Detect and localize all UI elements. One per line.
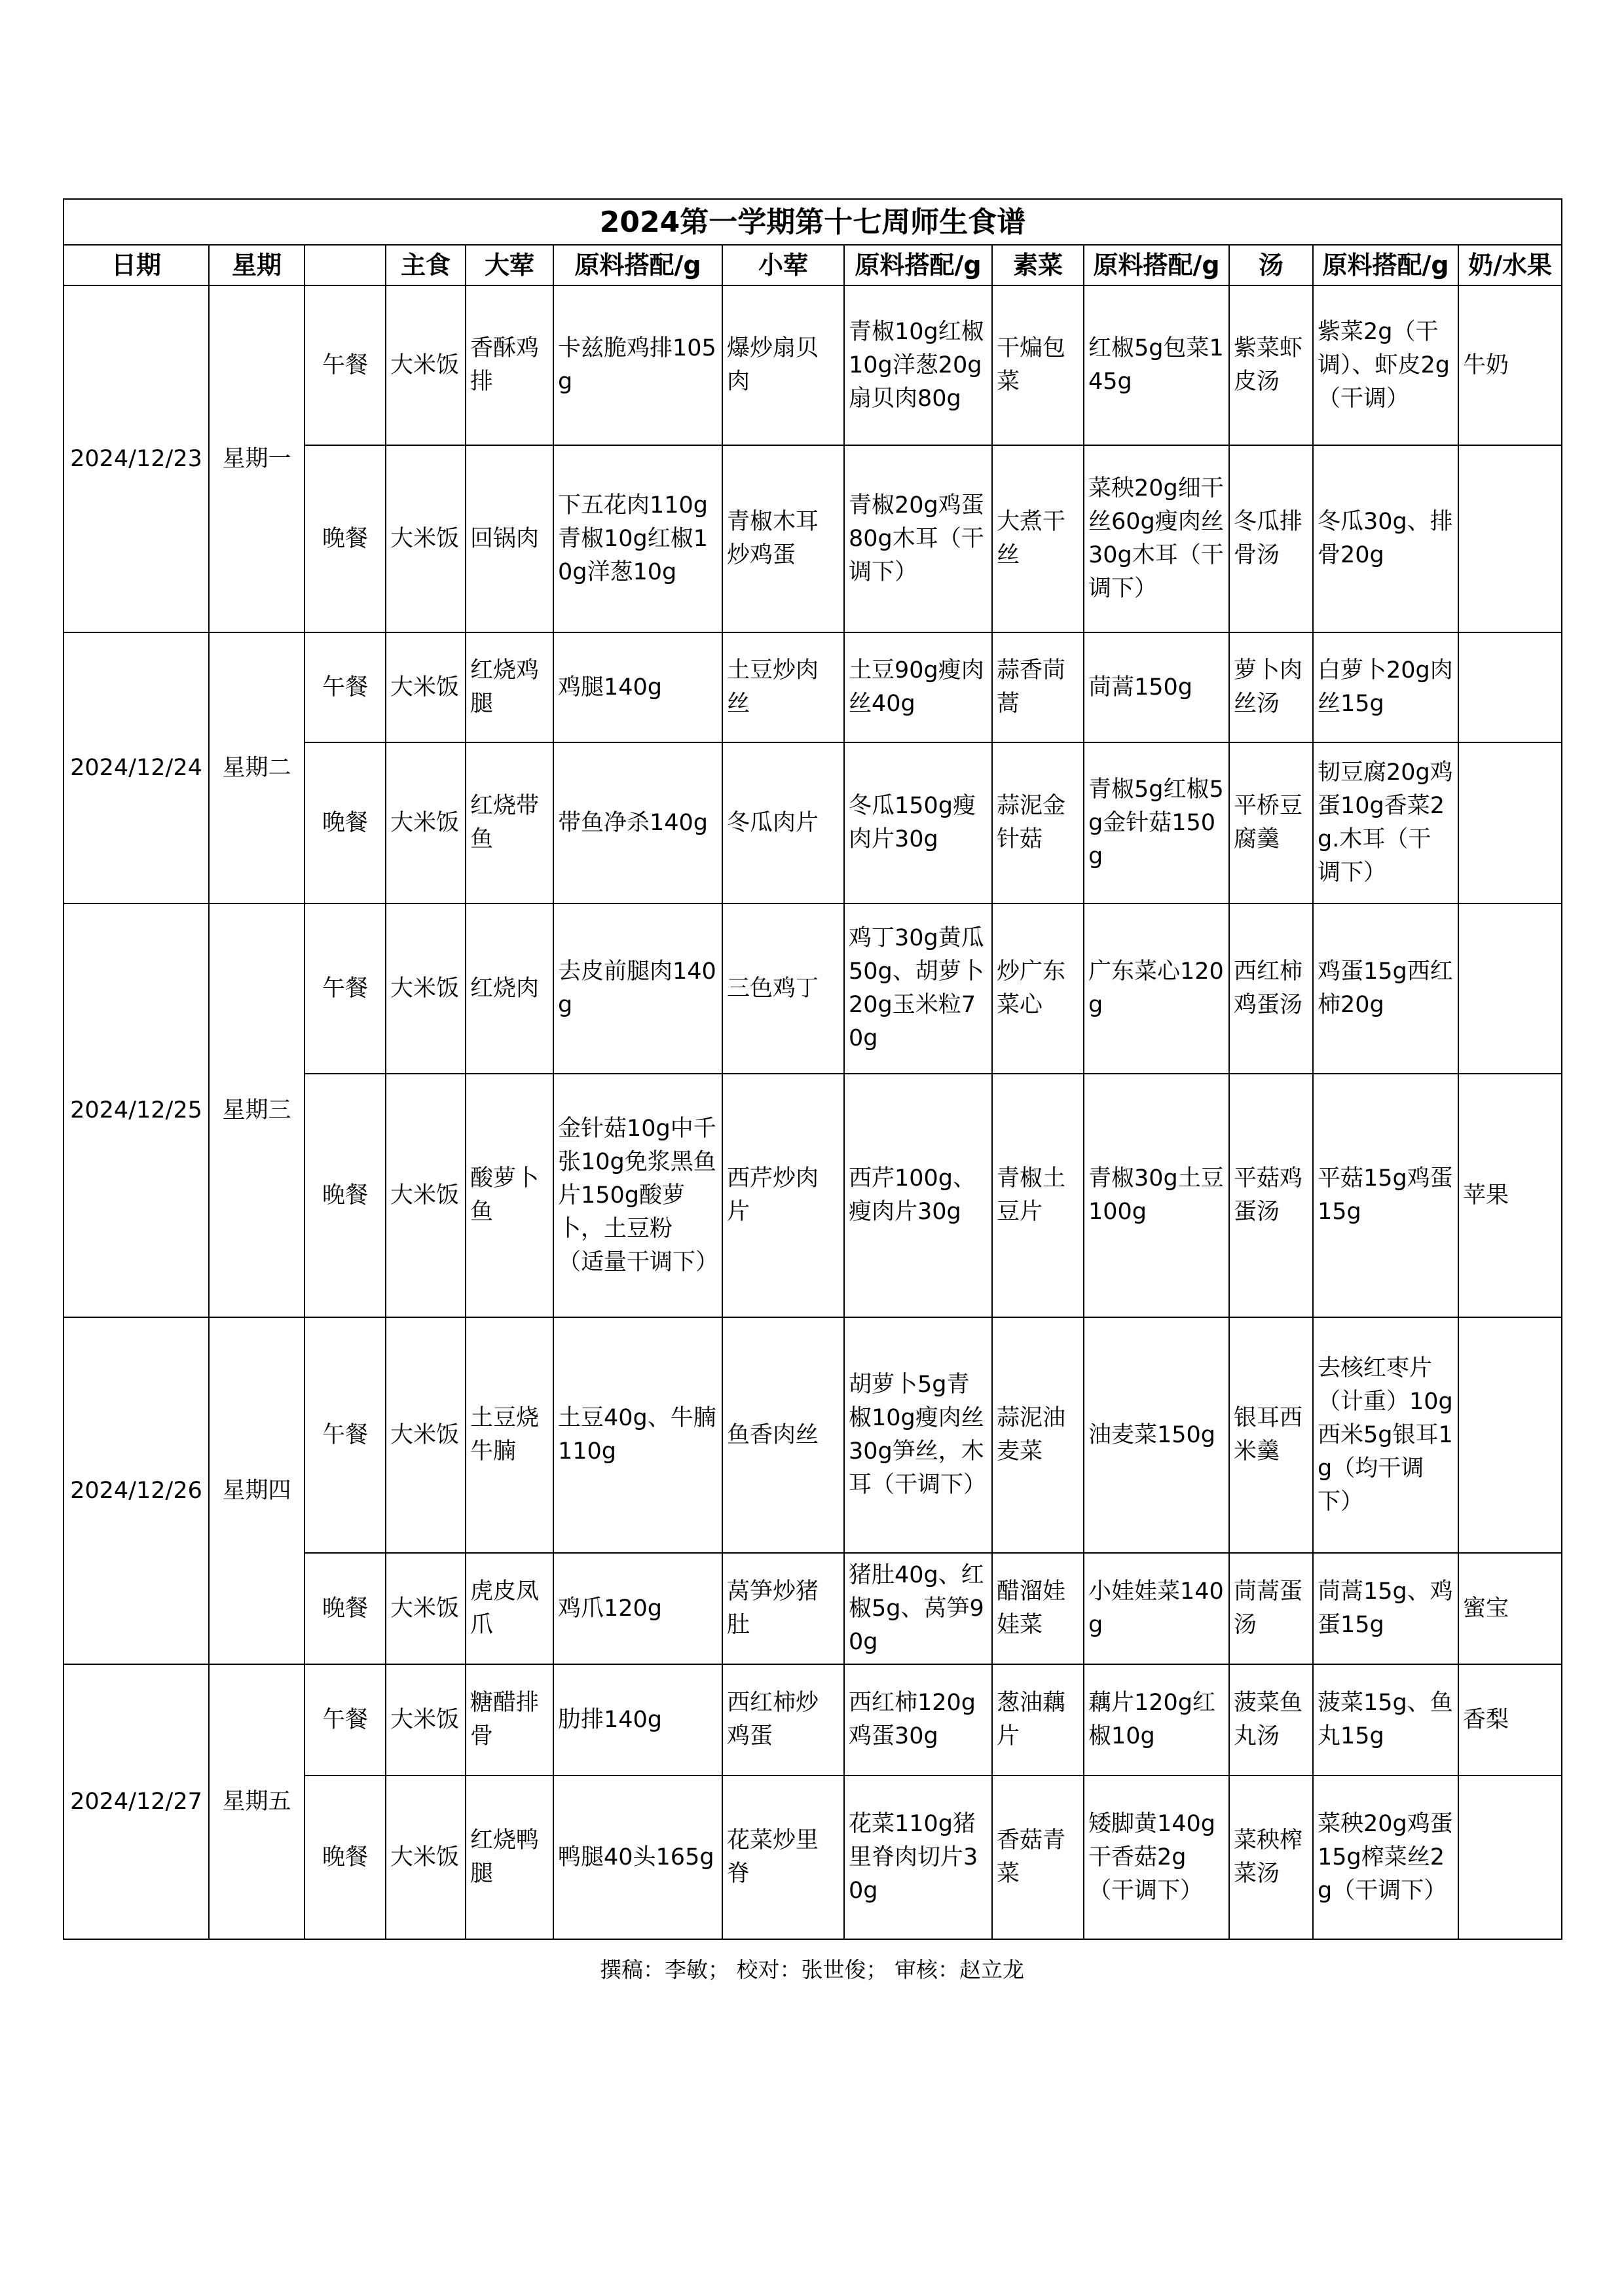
- side-dish-cell: 土豆炒肉丝: [722, 632, 844, 742]
- veg-ingredients-cell: 油麦菜150g: [1084, 1317, 1229, 1553]
- weekday-cell: 星期五: [209, 1664, 304, 1939]
- veg-ingredients-cell: 青椒5g红椒5g金针菇150g: [1084, 742, 1229, 903]
- veg-dish-cell: 蒜泥油麦菜: [992, 1317, 1084, 1553]
- table-row: [64, 1664, 1562, 1776]
- col-header-weekday: 星期: [209, 245, 304, 285]
- weekday-cell: 星期三: [209, 903, 304, 1317]
- soup-ingredients-cell: 茼蒿15g、鸡蛋15g: [1313, 1553, 1458, 1664]
- veg-dish-cell: 香菇青菜: [992, 1776, 1084, 1939]
- page-title: 2024第一学期第十七周师生食谱: [64, 199, 1562, 245]
- table-row: [64, 285, 1562, 445]
- side-ingredients-cell: 青椒10g红椒10g洋葱20g扇贝肉80g: [844, 285, 992, 445]
- main-dish-cell: 虎皮凤爪: [466, 1553, 553, 1664]
- side-ingredients-cell: 土豆90g瘦肉丝40g: [844, 632, 992, 742]
- milk-fruit-cell: [1458, 903, 1562, 1074]
- veg-dish-cell: 蒜香茼蒿: [992, 632, 1084, 742]
- soup-ingredients-cell: 鸡蛋15g西红柿20g: [1313, 903, 1458, 1074]
- main-dish-cell: 土豆烧牛腩: [466, 1317, 553, 1553]
- header-row: [64, 245, 1562, 285]
- meal-cell: 晚餐: [304, 1776, 386, 1939]
- meal-cell: 晚餐: [304, 1074, 386, 1317]
- milk-fruit-cell: 苹果: [1458, 1074, 1562, 1317]
- side-dish-cell: 青椒木耳炒鸡蛋: [722, 445, 844, 632]
- staple-cell: 大米饭: [386, 903, 466, 1074]
- table-row: [64, 632, 1562, 742]
- main-ingredients-cell: 鸡爪120g: [553, 1553, 722, 1664]
- veg-ingredients-cell: 小娃娃菜140g: [1084, 1553, 1229, 1664]
- veg-dish-cell: 大煮干丝: [992, 445, 1084, 632]
- main-ingredients-cell: 带鱼净杀140g: [553, 742, 722, 903]
- col-header-veg-ingredients: 原料搭配/g: [1084, 245, 1229, 285]
- menu-body: [64, 285, 1562, 1939]
- soup-ingredients-cell: 紫菜2g（干调）、虾皮2g（干调）: [1313, 285, 1458, 445]
- col-header-main-ingredients: 原料搭配/g: [553, 245, 722, 285]
- side-ingredients-cell: 冬瓜150g瘦肉片30g: [844, 742, 992, 903]
- main-dish-cell: 红烧鸭腿: [466, 1776, 553, 1939]
- soup-ingredients-cell: 冬瓜30g、排骨20g: [1313, 445, 1458, 632]
- side-dish-cell: 莴笋炒猪肚: [722, 1553, 844, 1664]
- soup-ingredients-cell: 白萝卜20g肉丝15g: [1313, 632, 1458, 742]
- side-ingredients-cell: 猪肚40g、红椒5g、莴笋90g: [844, 1553, 992, 1664]
- col-header-veg-dish: 素菜: [992, 245, 1084, 285]
- staple-cell: 大米饭: [386, 1553, 466, 1664]
- side-dish-cell: 三色鸡丁: [722, 903, 844, 1074]
- col-header-meal: [304, 245, 386, 285]
- main-dish-cell: 红烧带鱼: [466, 742, 553, 903]
- col-header-soup: 汤: [1229, 245, 1313, 285]
- main-dish-cell: 红烧肉: [466, 903, 553, 1074]
- col-header-main-dish: 大荤: [466, 245, 553, 285]
- soup-cell: 紫菜虾皮汤: [1229, 285, 1313, 445]
- soup-cell: 银耳西米羹: [1229, 1317, 1313, 1553]
- milk-fruit-cell: 香梨: [1458, 1664, 1562, 1776]
- col-header-side-ingredients: 原料搭配/g: [844, 245, 992, 285]
- milk-fruit-cell: [1458, 1317, 1562, 1553]
- menu-table: [63, 198, 1562, 1940]
- soup-cell: 西红柿鸡蛋汤: [1229, 903, 1313, 1074]
- soup-cell: 菜秧榨菜汤: [1229, 1776, 1313, 1939]
- meal-cell: 晚餐: [304, 742, 386, 903]
- meal-cell: 午餐: [304, 903, 386, 1074]
- col-header-date: 日期: [64, 245, 209, 285]
- veg-ingredients-cell: 青椒30g土豆100g: [1084, 1074, 1229, 1317]
- side-ingredients-cell: 花菜110g猪里脊肉切片30g: [844, 1776, 992, 1939]
- milk-fruit-cell: [1458, 742, 1562, 903]
- veg-dish-cell: 蒜泥金针菇: [992, 742, 1084, 903]
- soup-cell: 萝卜肉丝汤: [1229, 632, 1313, 742]
- side-dish-cell: 西红柿炒鸡蛋: [722, 1664, 844, 1776]
- side-dish-cell: 鱼香肉丝: [722, 1317, 844, 1553]
- staple-cell: 大米饭: [386, 445, 466, 632]
- soup-ingredients-cell: 菜秧20g鸡蛋15g榨菜丝2g（干调下）: [1313, 1776, 1458, 1939]
- side-dish-cell: 爆炒扇贝肉: [722, 285, 844, 445]
- soup-ingredients-cell: 菠菜15g、鱼丸15g: [1313, 1664, 1458, 1776]
- milk-fruit-cell: [1458, 1776, 1562, 1939]
- soup-cell: 茼蒿蛋汤: [1229, 1553, 1313, 1664]
- staple-cell: 大米饭: [386, 1776, 466, 1939]
- main-ingredients-cell: 土豆40g、牛腩110g: [553, 1317, 722, 1553]
- date-cell: 2024/12/23: [64, 285, 209, 632]
- date-cell: 2024/12/26: [64, 1317, 209, 1664]
- veg-ingredients-cell: 菜秧20g细干丝60g瘦肉丝30g木耳（干调下）: [1084, 445, 1229, 632]
- main-dish-cell: 红烧鸡腿: [466, 632, 553, 742]
- meal-cell: 午餐: [304, 1664, 386, 1776]
- date-cell: 2024/12/27: [64, 1664, 209, 1939]
- soup-ingredients-cell: 去核红枣片（计重）10g西米5g银耳1g（均干调下）: [1313, 1317, 1458, 1553]
- milk-fruit-cell: 牛奶: [1458, 285, 1562, 445]
- staple-cell: 大米饭: [386, 632, 466, 742]
- soup-ingredients-cell: 韧豆腐20g鸡蛋10g香菜2g.木耳（干调下）: [1313, 742, 1458, 903]
- veg-dish-cell: 炒广东菜心: [992, 903, 1084, 1074]
- main-dish-cell: 糖醋排骨: [466, 1664, 553, 1776]
- staple-cell: 大米饭: [386, 1317, 466, 1553]
- meal-cell: 晚餐: [304, 445, 386, 632]
- col-header-soup-ingredients: 原料搭配/g: [1313, 245, 1458, 285]
- side-ingredients-cell: 青椒20g鸡蛋80g木耳（干调下）: [844, 445, 992, 632]
- credits-footer: 撰稿：李敏； 校对：张世俊； 审核：赵立龙: [600, 1957, 1024, 1982]
- veg-dish-cell: 干煸包菜: [992, 285, 1084, 445]
- veg-ingredients-cell: 红椒5g包菜145g: [1084, 285, 1229, 445]
- weekday-cell: 星期一: [209, 285, 304, 632]
- main-ingredients-cell: 金针菇10g中千张10g免浆黑鱼片150g酸萝卜，土豆粉（适量干调下）: [553, 1074, 722, 1317]
- staple-cell: 大米饭: [386, 1074, 466, 1317]
- meal-cell: 晚餐: [304, 1553, 386, 1664]
- soup-cell: 冬瓜排骨汤: [1229, 445, 1313, 632]
- main-ingredients-cell: 鸡腿140g: [553, 632, 722, 742]
- main-dish-cell: 香酥鸡排: [466, 285, 553, 445]
- col-header-side-dish: 小荤: [722, 245, 844, 285]
- weekday-cell: 星期二: [209, 632, 304, 903]
- veg-ingredients-cell: 藕片120g红椒10g: [1084, 1664, 1229, 1776]
- side-ingredients-cell: 胡萝卜5g青椒10g瘦肉丝30g笋丝，木耳（干调下）: [844, 1317, 992, 1553]
- staple-cell: 大米饭: [386, 742, 466, 903]
- soup-cell: 菠菜鱼丸汤: [1229, 1664, 1313, 1776]
- meal-cell: 午餐: [304, 632, 386, 742]
- side-ingredients-cell: 西芹100g、瘦肉片30g: [844, 1074, 992, 1317]
- main-dish-cell: 回锅肉: [466, 445, 553, 632]
- staple-cell: 大米饭: [386, 285, 466, 445]
- milk-fruit-cell: [1458, 445, 1562, 632]
- table-row: [64, 1317, 1562, 1553]
- side-ingredients-cell: 西红柿120g鸡蛋30g: [844, 1664, 992, 1776]
- main-ingredients-cell: 鸭腿40头165g: [553, 1776, 722, 1939]
- soup-ingredients-cell: 平菇15g鸡蛋15g: [1313, 1074, 1458, 1317]
- weekday-cell: 星期四: [209, 1317, 304, 1664]
- meal-cell: 午餐: [304, 1317, 386, 1553]
- main-ingredients-cell: 卡兹脆鸡排105g: [553, 285, 722, 445]
- veg-ingredients-cell: 广东菜心120g: [1084, 903, 1229, 1074]
- veg-dish-cell: 醋溜娃娃菜: [992, 1553, 1084, 1664]
- milk-fruit-cell: 蜜宝: [1458, 1553, 1562, 1664]
- soup-cell: 平菇鸡蛋汤: [1229, 1074, 1313, 1317]
- veg-dish-cell: 青椒土豆片: [992, 1074, 1084, 1317]
- veg-dish-cell: 葱油藕片: [992, 1664, 1084, 1776]
- meal-cell: 午餐: [304, 285, 386, 445]
- side-ingredients-cell: 鸡丁30g黄瓜50g、胡萝卜20g玉米粒70g: [844, 903, 992, 1074]
- main-ingredients-cell: 去皮前腿肉140g: [553, 903, 722, 1074]
- main-dish-cell: 酸萝卜鱼: [466, 1074, 553, 1317]
- veg-ingredients-cell: 茼蒿150g: [1084, 632, 1229, 742]
- date-cell: 2024/12/24: [64, 632, 209, 903]
- main-ingredients-cell: 肋排140g: [553, 1664, 722, 1776]
- side-dish-cell: 花菜炒里脊: [722, 1776, 844, 1939]
- side-dish-cell: 冬瓜肉片: [722, 742, 844, 903]
- veg-ingredients-cell: 矮脚黄140g干香菇2g（干调下）: [1084, 1776, 1229, 1939]
- col-header-milk-fruit: 奶/水果: [1458, 245, 1562, 285]
- table-row: [64, 903, 1562, 1074]
- date-cell: 2024/12/25: [64, 903, 209, 1317]
- col-header-staple: 主食: [386, 245, 466, 285]
- main-ingredients-cell: 下五花肉110g青椒10g红椒10g洋葱10g: [553, 445, 722, 632]
- soup-cell: 平桥豆腐羹: [1229, 742, 1313, 903]
- staple-cell: 大米饭: [386, 1664, 466, 1776]
- side-dish-cell: 西芹炒肉片: [722, 1074, 844, 1317]
- milk-fruit-cell: [1458, 632, 1562, 742]
